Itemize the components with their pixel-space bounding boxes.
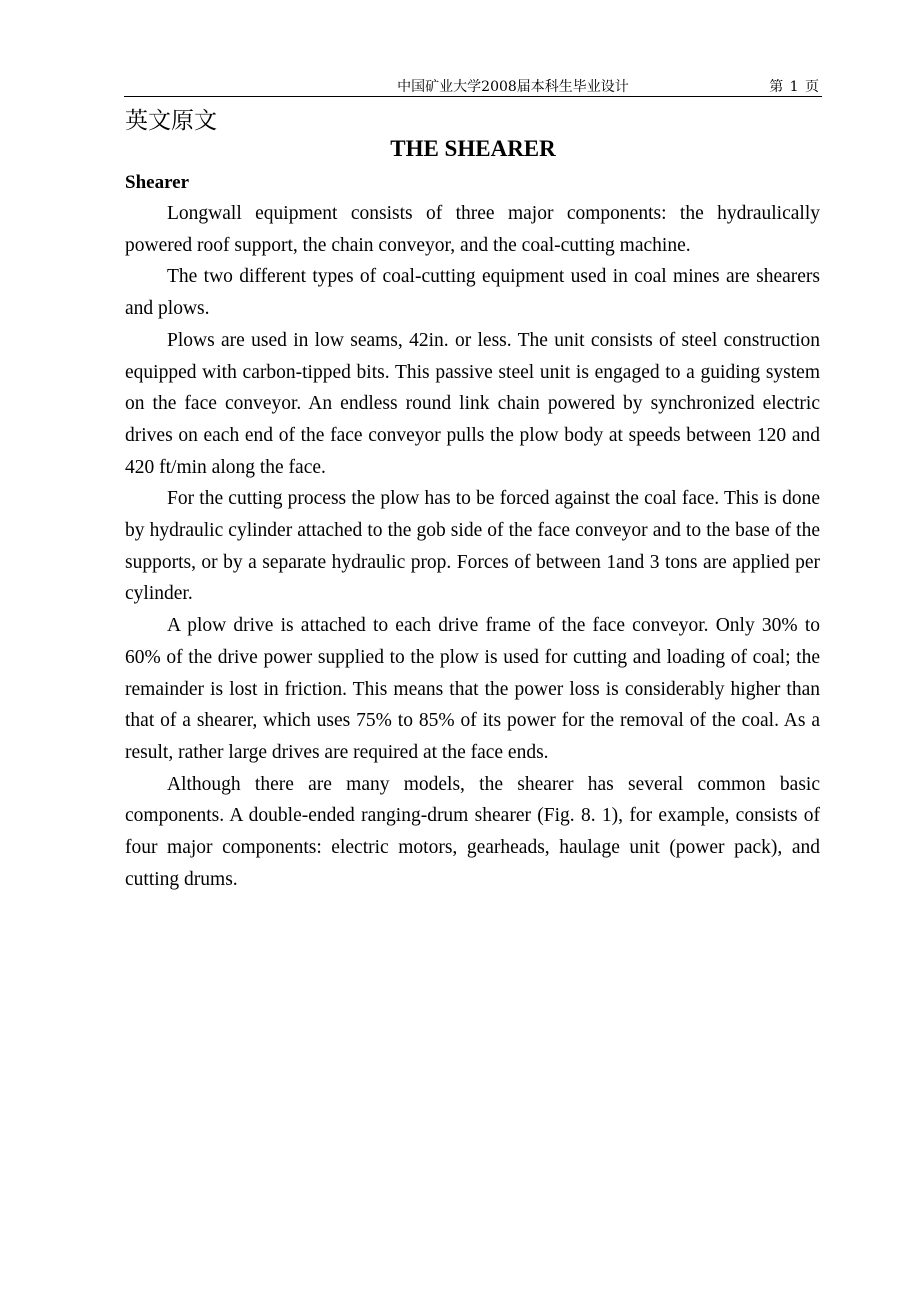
body-text <box>125 198 820 895</box>
header-page-number: 第 1 页 <box>769 79 820 95</box>
paragraph: For the cutting process the plow has to be forced against the coal face. This is done by hydraulic cylinder attached to the gob side of the face conveyor and to the base of the supports, or by a separate hydraulic prop. Forces of between 1and 3 tons are applied per cylinder. <box>125 488 820 605</box>
paragraph: Plows are used in low seams, 42in. or less. The unit consists of steel construction equipped with carbon-tipped bits. This passive steel unit is engaged to a guiding system on the face conveyor. An endless round link chain powered by synchronized electric drives on each end of the face conveyor pulls the plow body at speeds between 120 and 420 ft/min along the face. <box>125 329 820 478</box>
paragraph: The two different types of coal-cutting equipment used in coal mines are shearers and plows. <box>125 266 820 320</box>
section-heading: Shearer <box>125 172 190 193</box>
paragraph: A plow drive is attached to each drive frame of the face conveyor. Only 30% to 60% of the drive power supplied to the plow is used for cutting and loading of coal; the remainder is lost in friction. This means that the power loss is considerably higher than that of a shearer, which uses 75% to 85% of its power for the removal of the coal. As a result, rather large drives are required at the face ends. <box>125 615 820 763</box>
paragraph: Although there are many models, the shearer has several common basic components. A double-ended ranging-drum shearer (Fig. 8. 1), for example, consists of four major components: electric motors, gearheads, haulage unit (power pack), and cutting drums. <box>125 773 820 890</box>
paragraph: Longwall equipment consists of three major components: the hydraulically powered roof support, the chain conveyor, and the coal-cutting machine. <box>125 203 820 256</box>
page-header <box>124 74 822 97</box>
header-school-title: 中国矿业大学2008届本科生毕业设计 <box>397 79 629 95</box>
document-title: THE SHEARER <box>390 136 556 161</box>
original-text-label: 英文原文 <box>125 108 217 134</box>
